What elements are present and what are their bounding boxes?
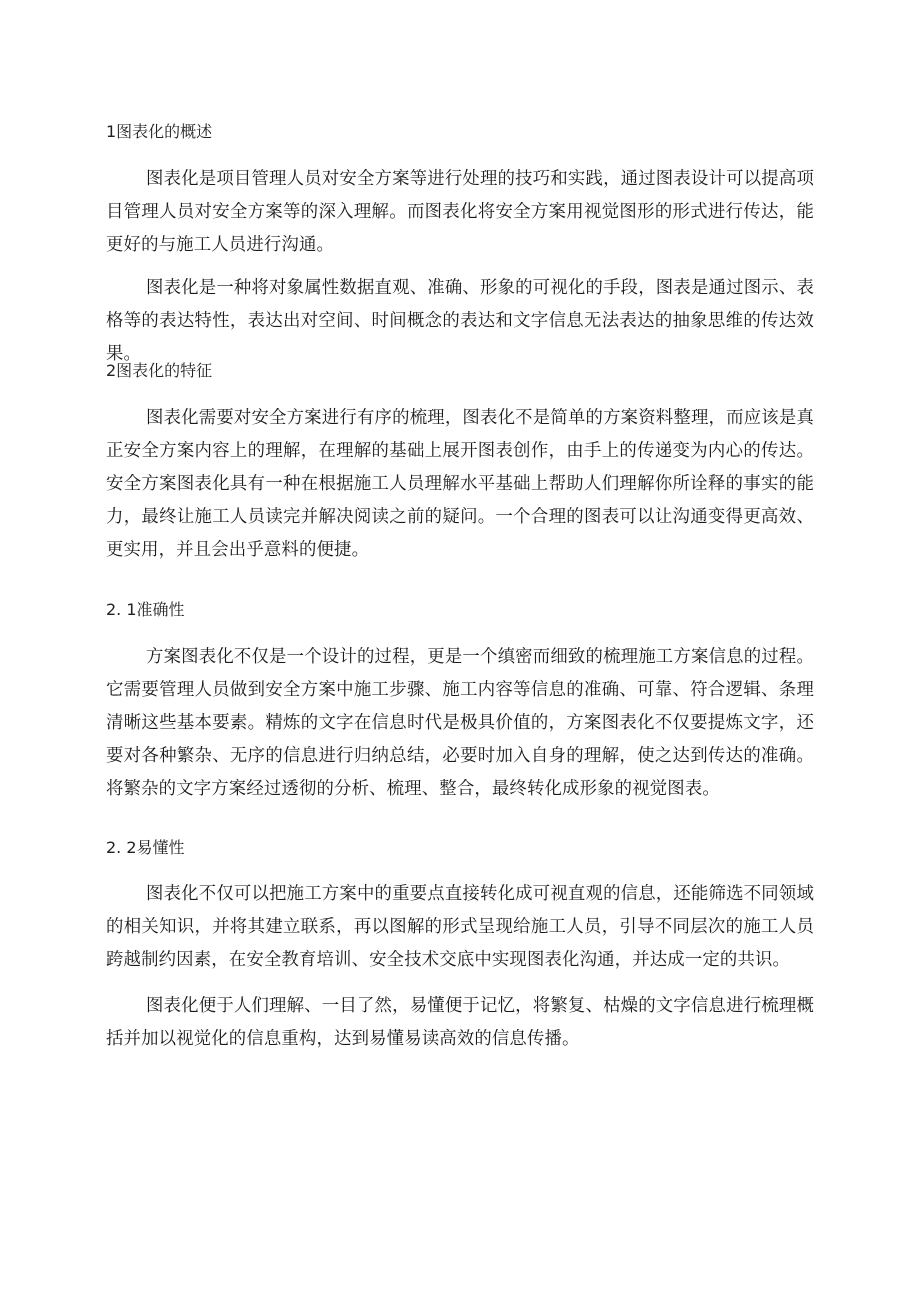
section-1-paragraph-1: 图表化是项目管理人员对安全方案等进行处理的技巧和实践，通过图表设计可以提高项目管理人员对安全方案等的深入理解。而图表化将安全方案用视觉图形的形式进行传达，能更好的与施工人员进行沟通。 [106, 169, 814, 255]
section-heading-1: 1图表化的概述 [106, 122, 213, 141]
section-heading-2-1: 2. 1准确性 [106, 600, 185, 619]
section-heading-2-2: 2. 2易懂性 [106, 838, 185, 857]
section-2-2-paragraph-1: 图表化不仅可以把施工方案中的重要点直接转化成可视直观的信息，还能筛选不同领域的相关知识，并将其建立联系，再以图解的形式呈现给施工人员，引导不同层次的施工人员跨越制约因素，在安全教育培训、安全技术交底中实现图表化沟通，并达成一定的共识。 [106, 884, 814, 970]
section-2-1-paragraph-1: 方案图表化不仅是一个设计的过程，更是一个缜密而细致的梳理施工方案信息的过程。它需要管理人员做到安全方案中施工步骤、施工内容等信息的准确、可靠、符合逻辑、条理清晰这些基本要素。精炼的文字在信息时代是极具价值的，方案图表化不仅要提炼文字，还要对各种繁杂、无序的信息进行归纳总结，必要时加入自身的理解，使之达到传达的准确。将繁杂的文字方案经过透彻的分析、梳理、整合，最终转化成形象的视觉图表。 [106, 647, 814, 799]
section-heading-2: 2图表化的特征 [106, 361, 213, 380]
section-2-2-paragraph-2: 图表化便于人们理解、一目了然，易懂便于记忆，将繁复、枯燥的文字信息进行梳理概括并加以视觉化的信息重构，达到易懂易读高效的信息传播。 [106, 996, 814, 1049]
section-1-paragraph-2: 图表化是一种将对象属性数据直观、准确、形象的可视化的手段，图表是通过图示、表格等的表达特性，表达出对空间、时间概念的表达和文字信息无法表达的抽象思维的传达效果。 [106, 278, 814, 364]
section-2-paragraph-1: 图表化需要对安全方案进行有序的梳理，图表化不是简单的方案资料整理，而应该是真正安全方案内容上的理解，在理解的基础上展开图表创作，由手上的传递变为内心的传达。安全方案图表化具有一种在根据施工人员理解水平基础上帮助人们理解你所诠释的事实的能力，最终让施工人员读完并解决阅读之前的疑问。一个合理的图表可以让沟通变得更高效、更实用，并且会出乎意料的便捷。 [106, 408, 814, 560]
